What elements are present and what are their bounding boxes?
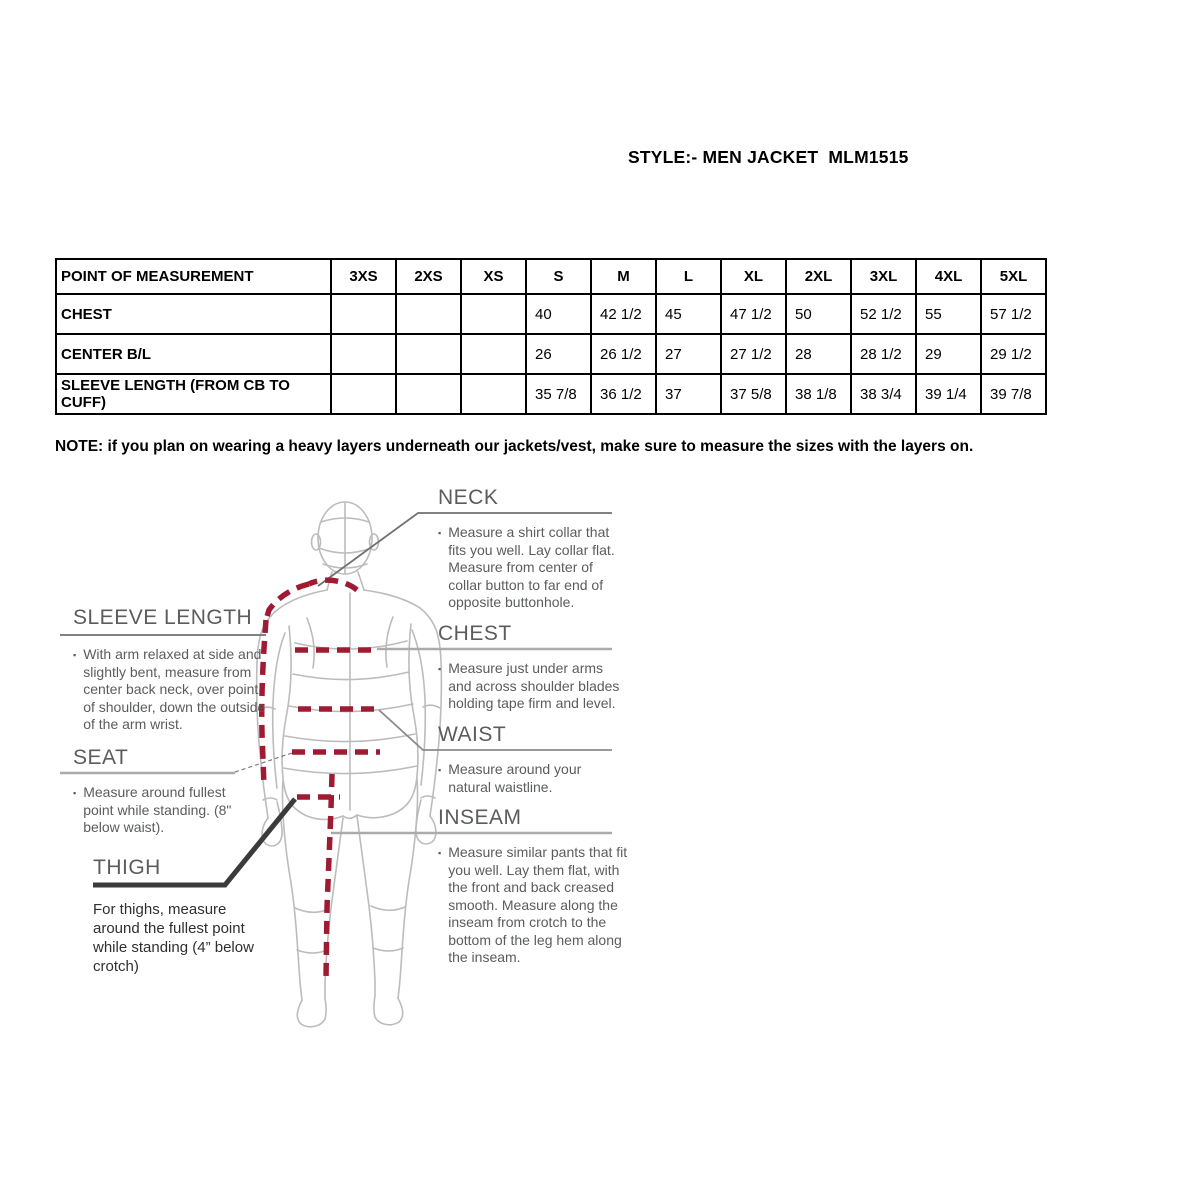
- note-text: NOTE: if you plan on wearing a heavy layers underneath our jackets/vest, make sure to measure the sizes with the layers on.: [55, 438, 974, 455]
- guide-section-chest: [438, 622, 632, 713]
- column-header-2xl: 2XL: [786, 259, 851, 294]
- row-label: CHEST: [56, 294, 331, 334]
- size-value-cell: 35 7/8: [526, 374, 591, 414]
- size-value-cell: 45: [656, 294, 721, 334]
- size-value-cell: 55: [916, 294, 981, 334]
- column-header-xl: XL: [721, 259, 786, 294]
- size-value-cell: 26 1/2: [591, 334, 656, 374]
- page-title: STYLE:- MEN JACKET MLM1515: [628, 147, 909, 167]
- size-value-cell: 37 5/8: [721, 374, 786, 414]
- column-header-m: M: [591, 259, 656, 294]
- size-table: [55, 258, 1047, 415]
- guide-section-sleeve-length: [73, 606, 273, 734]
- guide-text-waist: Measure around your natural waistline.: [448, 761, 582, 795]
- guide-heading-sleeve-length: SLEEVE LENGTH: [73, 606, 253, 629]
- size-value-cell: 39 7/8: [981, 374, 1046, 414]
- size-value-cell: 42 1/2: [591, 294, 656, 334]
- bullet-icon: ▪: [438, 664, 442, 674]
- size-value-cell: [396, 294, 461, 334]
- size-value-cell: 28 1/2: [851, 334, 916, 374]
- size-value-cell: 27: [656, 334, 721, 374]
- column-header-4xl: 4XL: [916, 259, 981, 294]
- table-header-row: [56, 259, 1046, 294]
- mannequin-figure: [257, 502, 442, 1027]
- guide-section-thigh: [93, 856, 283, 976]
- size-value-cell: [461, 294, 526, 334]
- size-value-cell: 37: [656, 374, 721, 414]
- guide-heading-seat: SEAT: [73, 746, 129, 769]
- guide-heading-inseam: INSEAM: [438, 806, 522, 829]
- size-value-cell: 38 3/4: [851, 374, 916, 414]
- size-value-cell: 50: [786, 294, 851, 334]
- size-value-cell: 29: [916, 334, 981, 374]
- size-value-cell: [331, 334, 396, 374]
- guide-text-thigh: For thighs, measure around the fullest point while standing (4” below crotch): [93, 901, 254, 975]
- neck-measure-line: [309, 580, 357, 590]
- table-row-chest: [56, 294, 1046, 334]
- size-value-cell: [461, 374, 526, 414]
- size-value-cell: 39 1/4: [916, 374, 981, 414]
- size-value-cell: 57 1/2: [981, 294, 1046, 334]
- column-header-2xs: 2XS: [396, 259, 461, 294]
- column-header-pom: POINT OF MEASUREMENT: [56, 259, 331, 294]
- guide-text-chest: Measure just under arms and across shoulder blades holding tape firm and level.: [448, 660, 620, 711]
- size-value-cell: 28: [786, 334, 851, 374]
- size-value-cell: [461, 334, 526, 374]
- column-header-5xl: 5XL: [981, 259, 1046, 294]
- bullet-icon: ▪: [438, 848, 442, 858]
- size-value-cell: 38 1/8: [786, 374, 851, 414]
- guide-text-sleeve-length: With arm relaxed at side and slightly bent, measure from center back neck, over point of shoulder, down the outside of the arm wrist.: [83, 646, 266, 732]
- guide-text-neck: Measure a shirt collar that fits you well. Lay collar flat. Measure from center of collar button to far end of opposite buttonhole.: [448, 524, 615, 610]
- column-header-l: L: [656, 259, 721, 294]
- guide-section-seat: [73, 746, 263, 837]
- column-header-xs: XS: [461, 259, 526, 294]
- bullet-icon: ▪: [438, 528, 442, 538]
- guide-section-neck: [438, 486, 632, 612]
- bullet-icon: ▪: [73, 650, 77, 660]
- inseam-measure-line: [326, 774, 332, 978]
- size-value-cell: 40: [526, 294, 591, 334]
- column-header-3xl: 3XL: [851, 259, 916, 294]
- guide-section-waist: [438, 723, 632, 796]
- measurement-guide: [55, 478, 655, 1038]
- guide-section-inseam: [438, 806, 632, 967]
- size-value-cell: 36 1/2: [591, 374, 656, 414]
- column-header-3xs: 3XS: [331, 259, 396, 294]
- guide-text-inseam: Measure similar pants that fit you well. Lay them flat, with the front and back creased smooth. Measure along the inseam from crotch to the bottom of the leg hem along the inseam.: [448, 844, 628, 965]
- size-value-cell: 27 1/2: [721, 334, 786, 374]
- size-value-cell: 26: [526, 334, 591, 374]
- size-value-cell: [331, 374, 396, 414]
- guide-text-seat: Measure around fullest point while standing. (8" below waist).: [83, 784, 232, 835]
- size-value-cell: [331, 294, 396, 334]
- guide-heading-waist: WAIST: [438, 723, 507, 746]
- size-value-cell: 47 1/2: [721, 294, 786, 334]
- column-header-s: S: [526, 259, 591, 294]
- row-label: CENTER B/L: [56, 334, 331, 374]
- bullet-icon: ▪: [438, 765, 442, 775]
- size-value-cell: 29 1/2: [981, 334, 1046, 374]
- table-row-center-bl: [56, 334, 1046, 374]
- bullet-icon: ▪: [73, 788, 77, 798]
- guide-heading-thigh: THIGH: [93, 856, 161, 879]
- guide-heading-chest: CHEST: [438, 622, 512, 645]
- row-label: SLEEVE LENGTH (FROM CB TO CUFF): [56, 374, 331, 414]
- table-row-sleeve-length: [56, 374, 1046, 414]
- size-value-cell: [396, 374, 461, 414]
- size-value-cell: 52 1/2: [851, 294, 916, 334]
- size-value-cell: [396, 334, 461, 374]
- guide-heading-neck: NECK: [438, 486, 499, 509]
